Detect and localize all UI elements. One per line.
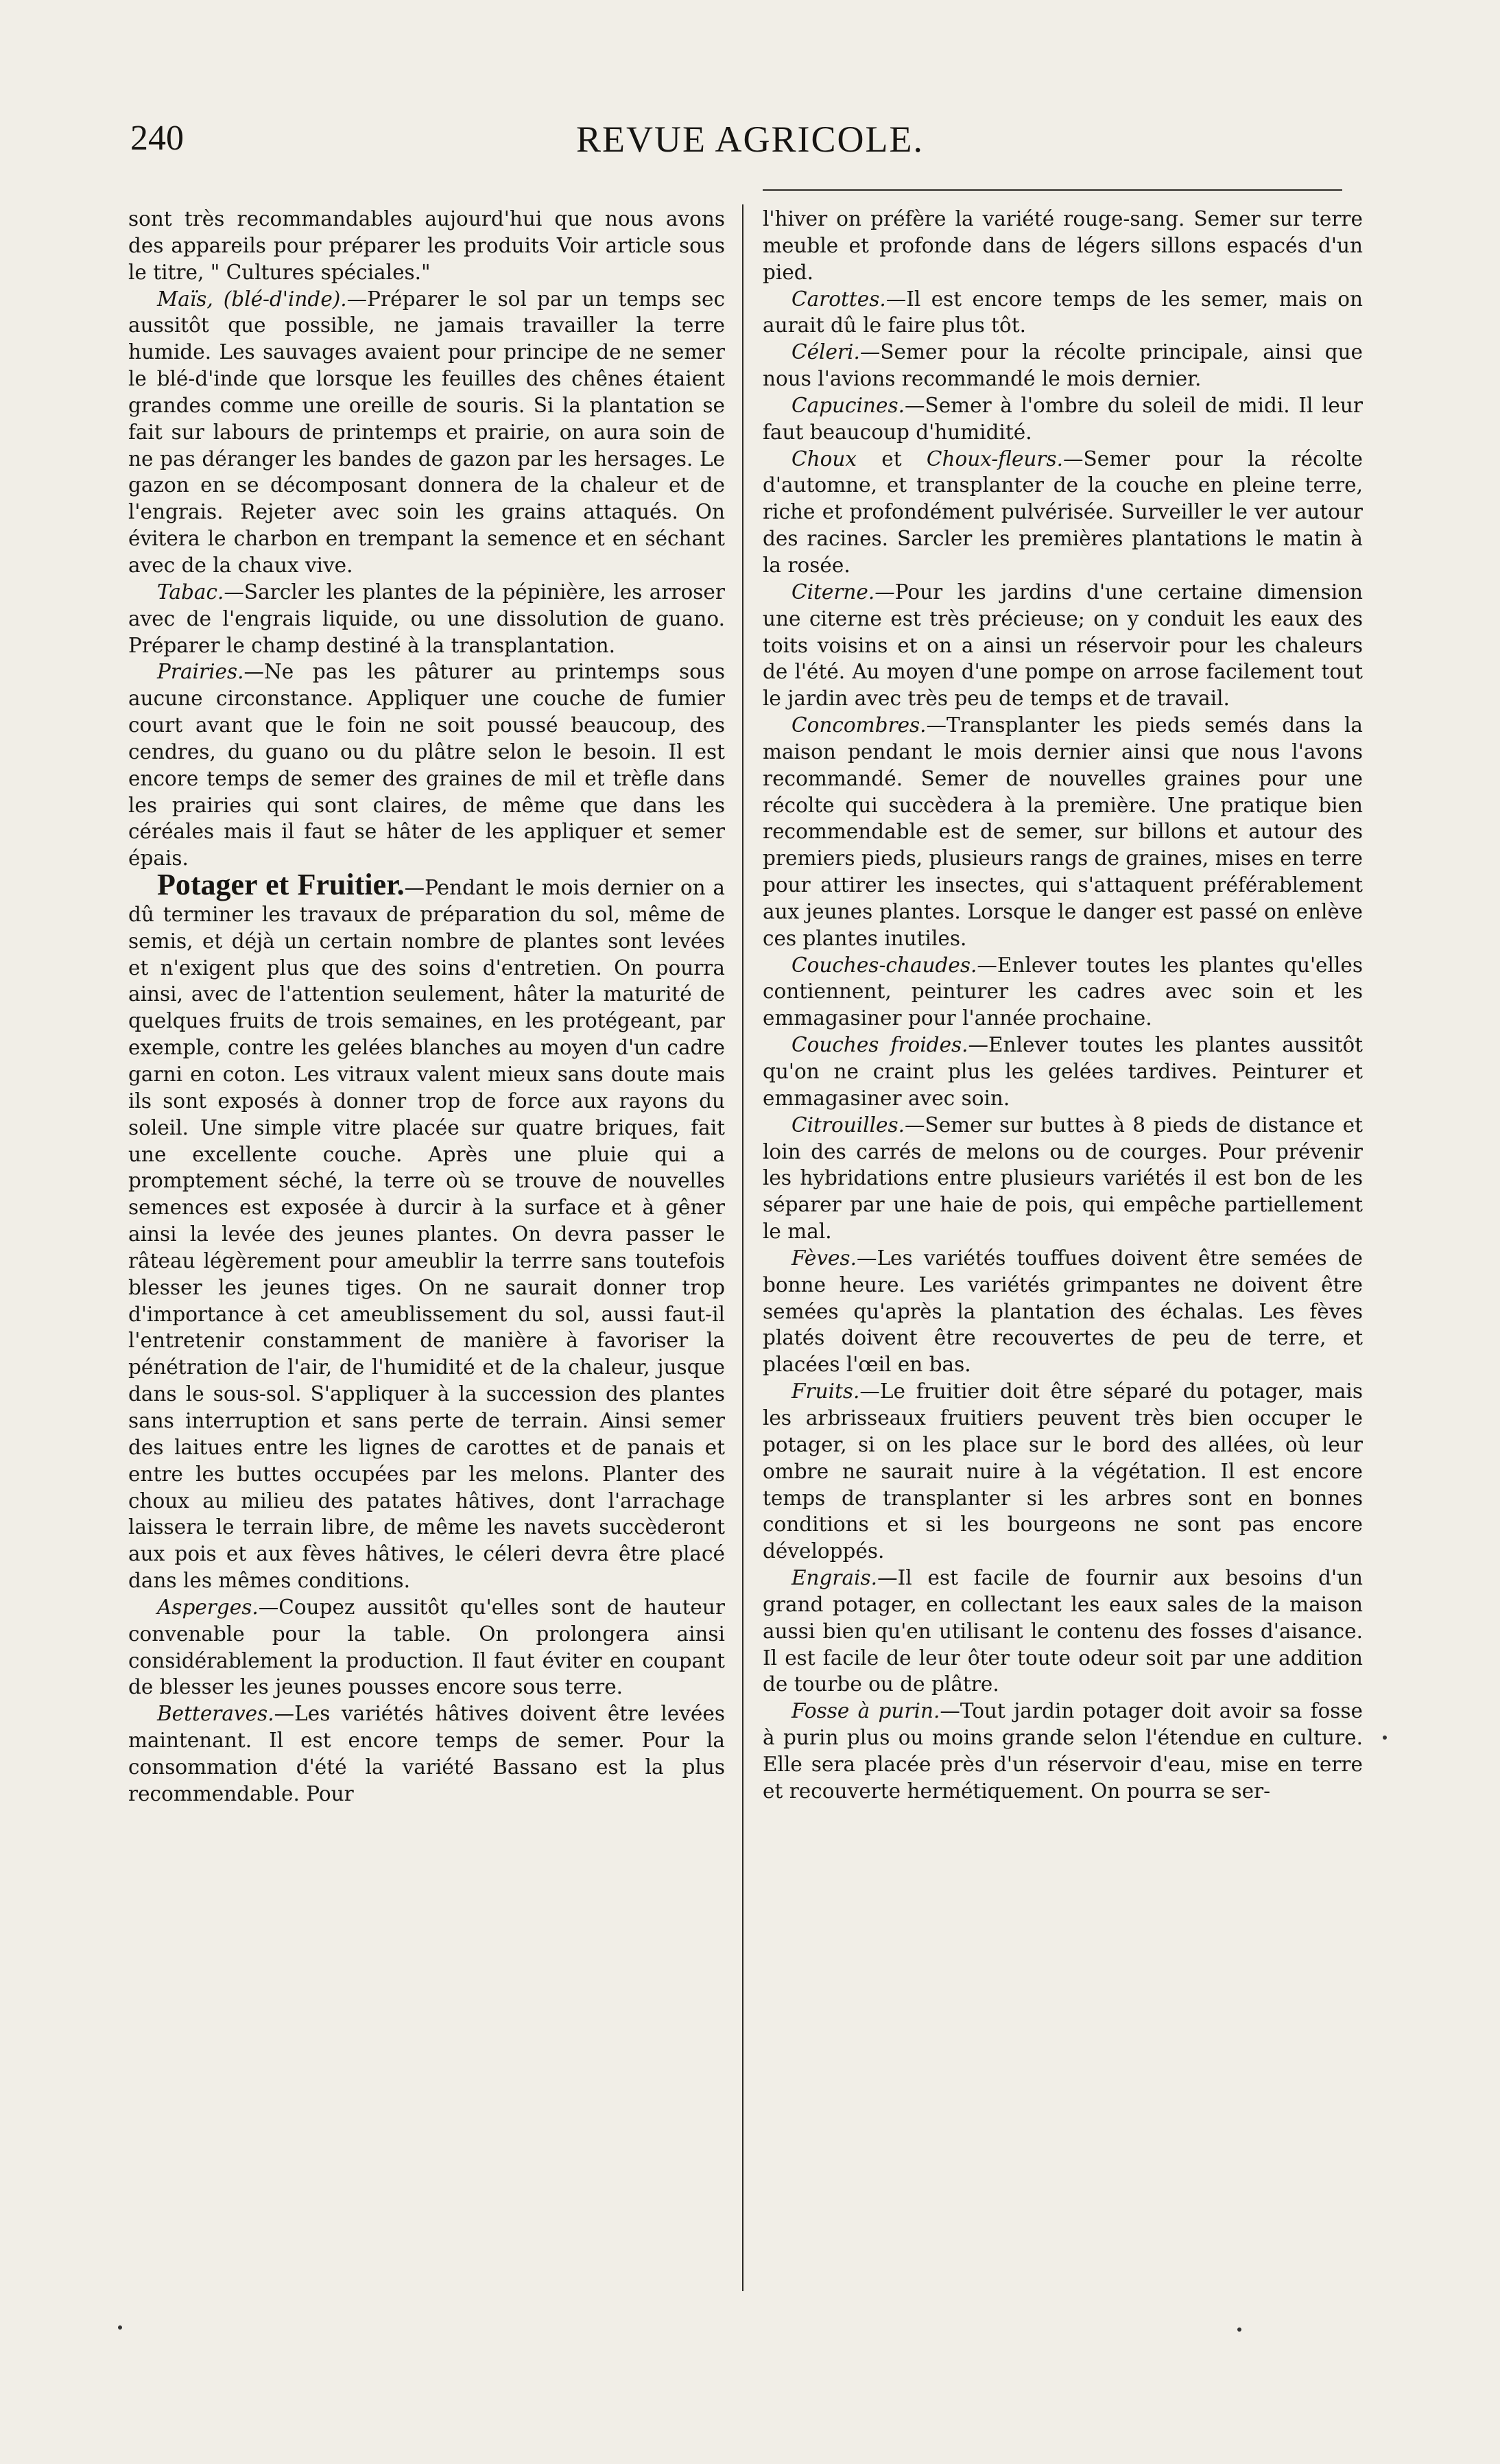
text-celeri: —Semer pour la récolte principale, ainsi que nous l'avions recommandé le mois dernier.	[763, 340, 1363, 391]
paragraph-prairies	[128, 659, 725, 872]
text-citrouilles: —Semer sur buttes à 8 pieds de distance et loin des carrés de melons ou de courges. Pour prévenir les hybridations entre plusieurs variétés il est bon de les séparer par une haie de pois, qui empêche partiellement le mal.	[763, 1113, 1363, 1244]
term-fruits: Fruits.	[791, 1379, 860, 1403]
term-asperges: Asperges.	[157, 1595, 259, 1619]
paragraph-citrouilles	[763, 1112, 1363, 1245]
print-speck	[1383, 1736, 1387, 1740]
print-speck	[118, 2325, 122, 2330]
paragraph-fruits	[763, 1378, 1363, 1565]
text-fosse: —Tout jardin potager doit avoir sa fosse à purin plus ou moins grande selon l'étendue en culture. Elle sera placée près d'un réservoir d'eau, mise en terre et recouverte hermétiquement. On pourra se ser-	[763, 1699, 1364, 1803]
term-feves: Fèves.	[791, 1246, 857, 1270]
paragraph-intro: sont très recommandables aujourd'hui que nous avons des appareils pour préparer les produits Voir article sous le titre, " Cultures spéciales."	[128, 207, 725, 284]
text-couches-froides: —Enlever toutes les plantes aussitôt qu'on ne craint plus les gelées tardives. Peinturer et emmagasiner avec soin.	[763, 1033, 1363, 1110]
paragraph-mais	[128, 286, 725, 579]
print-speck	[1237, 2327, 1241, 2332]
text-betteraves: —Les variétés hâtives doivent être levées maintenant. Il est encore temps de semer. Pour la consommation d'été la variété Bassano est la plus recommendable. Pour	[128, 1702, 725, 1805]
section-heading-potager: Potager et Fruitier.	[157, 868, 405, 902]
term-tabac: Tabac.	[157, 580, 224, 604]
page-number: 240	[130, 119, 184, 158]
term-citrouilles: Citrouilles.	[791, 1113, 905, 1137]
paragraph-potager	[128, 868, 725, 1594]
text-potager: —Pendant le mois dernier on a dû terminer les travaux de préparation du sol, même de semis, et déjà un certain nombre de plantes sont levées et n'exigent plus que des soins d'entretien. On pourra ainsi, avec de l'attention seulement, hâter la maturité de quelques fruits de trois semaines, en les protégeant, par exemple, contre les gelées blanches au moyen d'un cadre garni en coton. Les vitraux valent mieux sans doute mais ils sont exposés à donner trop de force aux rayons du soleil. Une simple vitre placée sur quatre briques, fait une excellente couche. Après une pluie qui a promptement séché, la terre où se trouve de nouvelles semences est exposée à durcir à la surface et à gêner ainsi la levée des jeunes plantes. On devra passer le râteau légèrement pour ameublir la terrre sans toutefois blesser les jeunes tiges. On ne saurait donner trop d'importance à cet ameublissement du sol, aussi faut-il l'entretenir constamment de manière à favoriser la pénétration de l'air, de l'humidité et de la chaleur, jusque dans le sous-sol. S'appliquer à la succession des plantes sans interruption et sans perte de terrain. Ainsi semer des laitues entre les lignes de carottes et de panais et entre les buttes occupées par les melons. Planter des choux au milieu des patates hâtives, dont l'arrachage laissera le terrain libre, de même les navets succèderont aux pois et aux fèves hâtives, le céleri devra être placé dans les mêmes conditions.	[128, 876, 725, 1593]
term-prairies: Prairies.	[157, 660, 244, 684]
paragraph-betteraves	[128, 1701, 725, 1807]
paragraph-carottes	[763, 286, 1363, 340]
paragraph-tabac	[128, 579, 725, 659]
paragraph-citerne	[763, 579, 1363, 712]
paragraph-fosse	[763, 1698, 1363, 1804]
term-betteraves: Betteraves.	[157, 1702, 274, 1726]
text-feves: —Les variétés touffues doivent être semées de bonne heure. Les variétés grimpantes ne doivent être semées qu'après la plantation des échalas. Les fèves platés doivent être recouvertes de peu de terre, et placées l'œil en bas.	[763, 1246, 1363, 1377]
term-engrais: Engrais.	[791, 1566, 878, 1590]
term-mais: Maïs, (blé-d'inde).	[157, 287, 347, 311]
paragraph-concombres	[763, 712, 1363, 952]
term-couches-chaudes: Couches-chaudes.	[791, 953, 977, 977]
term-citerne: Citerne.	[791, 580, 875, 604]
text-tabac: —Sarcler les plantes de la pépinière, les arroser avec de l'engrais liquide, ou une dissolution de guano. Préparer le champ destiné à la transplantation.	[128, 580, 725, 657]
text-capucines: —Semer à l'ombre du soleil de midi. Il leur faut beaucoup d'humidité.	[763, 393, 1363, 444]
term-choux-fleurs: Choux-fleurs.	[926, 447, 1064, 471]
paragraph-couches-froides	[763, 1032, 1363, 1112]
paragraph-celeri	[763, 339, 1363, 392]
text-mais: —Préparer le sol par un temps sec aussitôt que possible, ne jamais travailler la terre humide. Les sauvages avaient pour principe de ne semer le blé-d'inde que lorsque les feuilles des chênes étaient grandes comme une oreille de souris. Si la plantation se fait sur labours de printemps et prairie, on aura soin de ne pas déranger les bandes de gazon par les hersages. Le gazon en se décomposant donnera de la chaleur et de l'engrais. Rejeter avec soin les grains attaqués. On évitera le charbon en trempant la semence et en séchant avec de la chaux vive.	[128, 287, 725, 577]
paragraph-couches-chaudes	[763, 952, 1363, 1032]
text-asperges: —Coupez aussitôt qu'elles sont de hauteur convenable pour la table. On prolongera ainsi considérablement la production. Il faut éviter en coupant de blesser les jeunes pousses encore sous terre.	[128, 1595, 725, 1699]
text-choux: —Semer pour la récolte d'automne, et transplanter de la couche en pleine terre, riche et profondément pulvérisée. Surveiller le ver autour des racines. Sarcler les premières plantations le matin à la rosée.	[763, 447, 1363, 577]
text-choux-and: et	[856, 447, 927, 471]
paragraph-capucines	[763, 392, 1363, 446]
text-concombres: —Transplanter les pieds semés dans la maison pendant le mois dernier ainsi que nous l'avons recommandé. Semer de nouvelles graines pour une récolte qui succèdera à la première. Une pratique bien recommendable est de semer, sur billons et autour des premiers pieds, plusieurs rangs de graines, mises en terre pour attirer les insectes, qui s'attaquent préférablement aux jeunes plantes. Lorsque le danger est passé on enlève ces plantes inutiles.	[763, 713, 1363, 950]
paragraph-asperges	[128, 1594, 725, 1701]
text-couches-chaudes: —Enlever toutes les plantes qu'elles contiennent, peinturer les cadres avec soin et les emmagasiner pour l'année prochaine.	[763, 953, 1363, 1030]
paragraph-engrais	[763, 1565, 1363, 1698]
text-fruits: —Le fruitier doit être séparé du potager, mais les arbrisseaux fruitiers peuvent très bien occuper le potager, si on les place sur le bord des allées, où leur ombre ne saurait nuire à la végétation. Il est encore temps de transplanter si les arbres sont en bonnes conditions et si les bourgeons ne sont pas encore développés.	[763, 1379, 1363, 1563]
left-column	[128, 206, 725, 1808]
term-couches-froides: Couches froides.	[791, 1033, 968, 1057]
term-choux: Choux	[791, 447, 857, 471]
top-rule	[763, 189, 1342, 191]
paragraph-feves	[763, 1245, 1363, 1378]
term-celeri: Céleri.	[791, 340, 860, 364]
text-engrais: —Il est facile de fournir aux besoins d'un grand potager, en collectant les eaux sales de la maison aussi bien qu'en utilisant le contenu des fosses d'aisance. Il est facile de leur ôter toute odeur soit par une addition de tourbe ou de plâtre.	[763, 1566, 1363, 1696]
term-fosse: Fosse à purin.	[791, 1699, 940, 1723]
term-carottes: Carottes.	[791, 287, 886, 311]
term-capucines: Capucines.	[791, 393, 905, 417]
paragraph-choux	[763, 446, 1363, 579]
text-carottes: —Il est encore temps de les semer, mais on aurait dû le faire plus tôt.	[763, 287, 1363, 337]
running-head: REVUE AGRICOLE.	[576, 119, 924, 160]
right-column	[763, 206, 1363, 1805]
column-rule	[742, 204, 743, 2291]
paragraph-intro-right: l'hiver on préfère la variété rouge-sang. Semer sur terre meuble et profonde dans de légers sillons espacés d'un pied.	[763, 207, 1363, 284]
text-prairies: —Ne pas les pâturer au printemps sous aucune circonstance. Appliquer une couche de fumier court avant que le foin ne soit poussé beaucoup, des cendres, du guano ou du plâtre selon le besoin. Il est encore temps de semer des graines de mil et trèfle dans les prairies qui sont claires, de même que dans les céréales mais il faut se hâter de les appliquer et semer épais.	[128, 660, 725, 870]
term-concombres: Concombres.	[791, 713, 927, 737]
text-citerne: —Pour les jardins d'une certaine dimension une citerne est très précieuse; on y conduit les eaux des toits voisins et on a ainsi un réservoir pour les chaleurs de l'été. Au moyen d'une pompe on arrose facilement tout le jardin avec très peu de temps et de travail.	[763, 580, 1363, 711]
